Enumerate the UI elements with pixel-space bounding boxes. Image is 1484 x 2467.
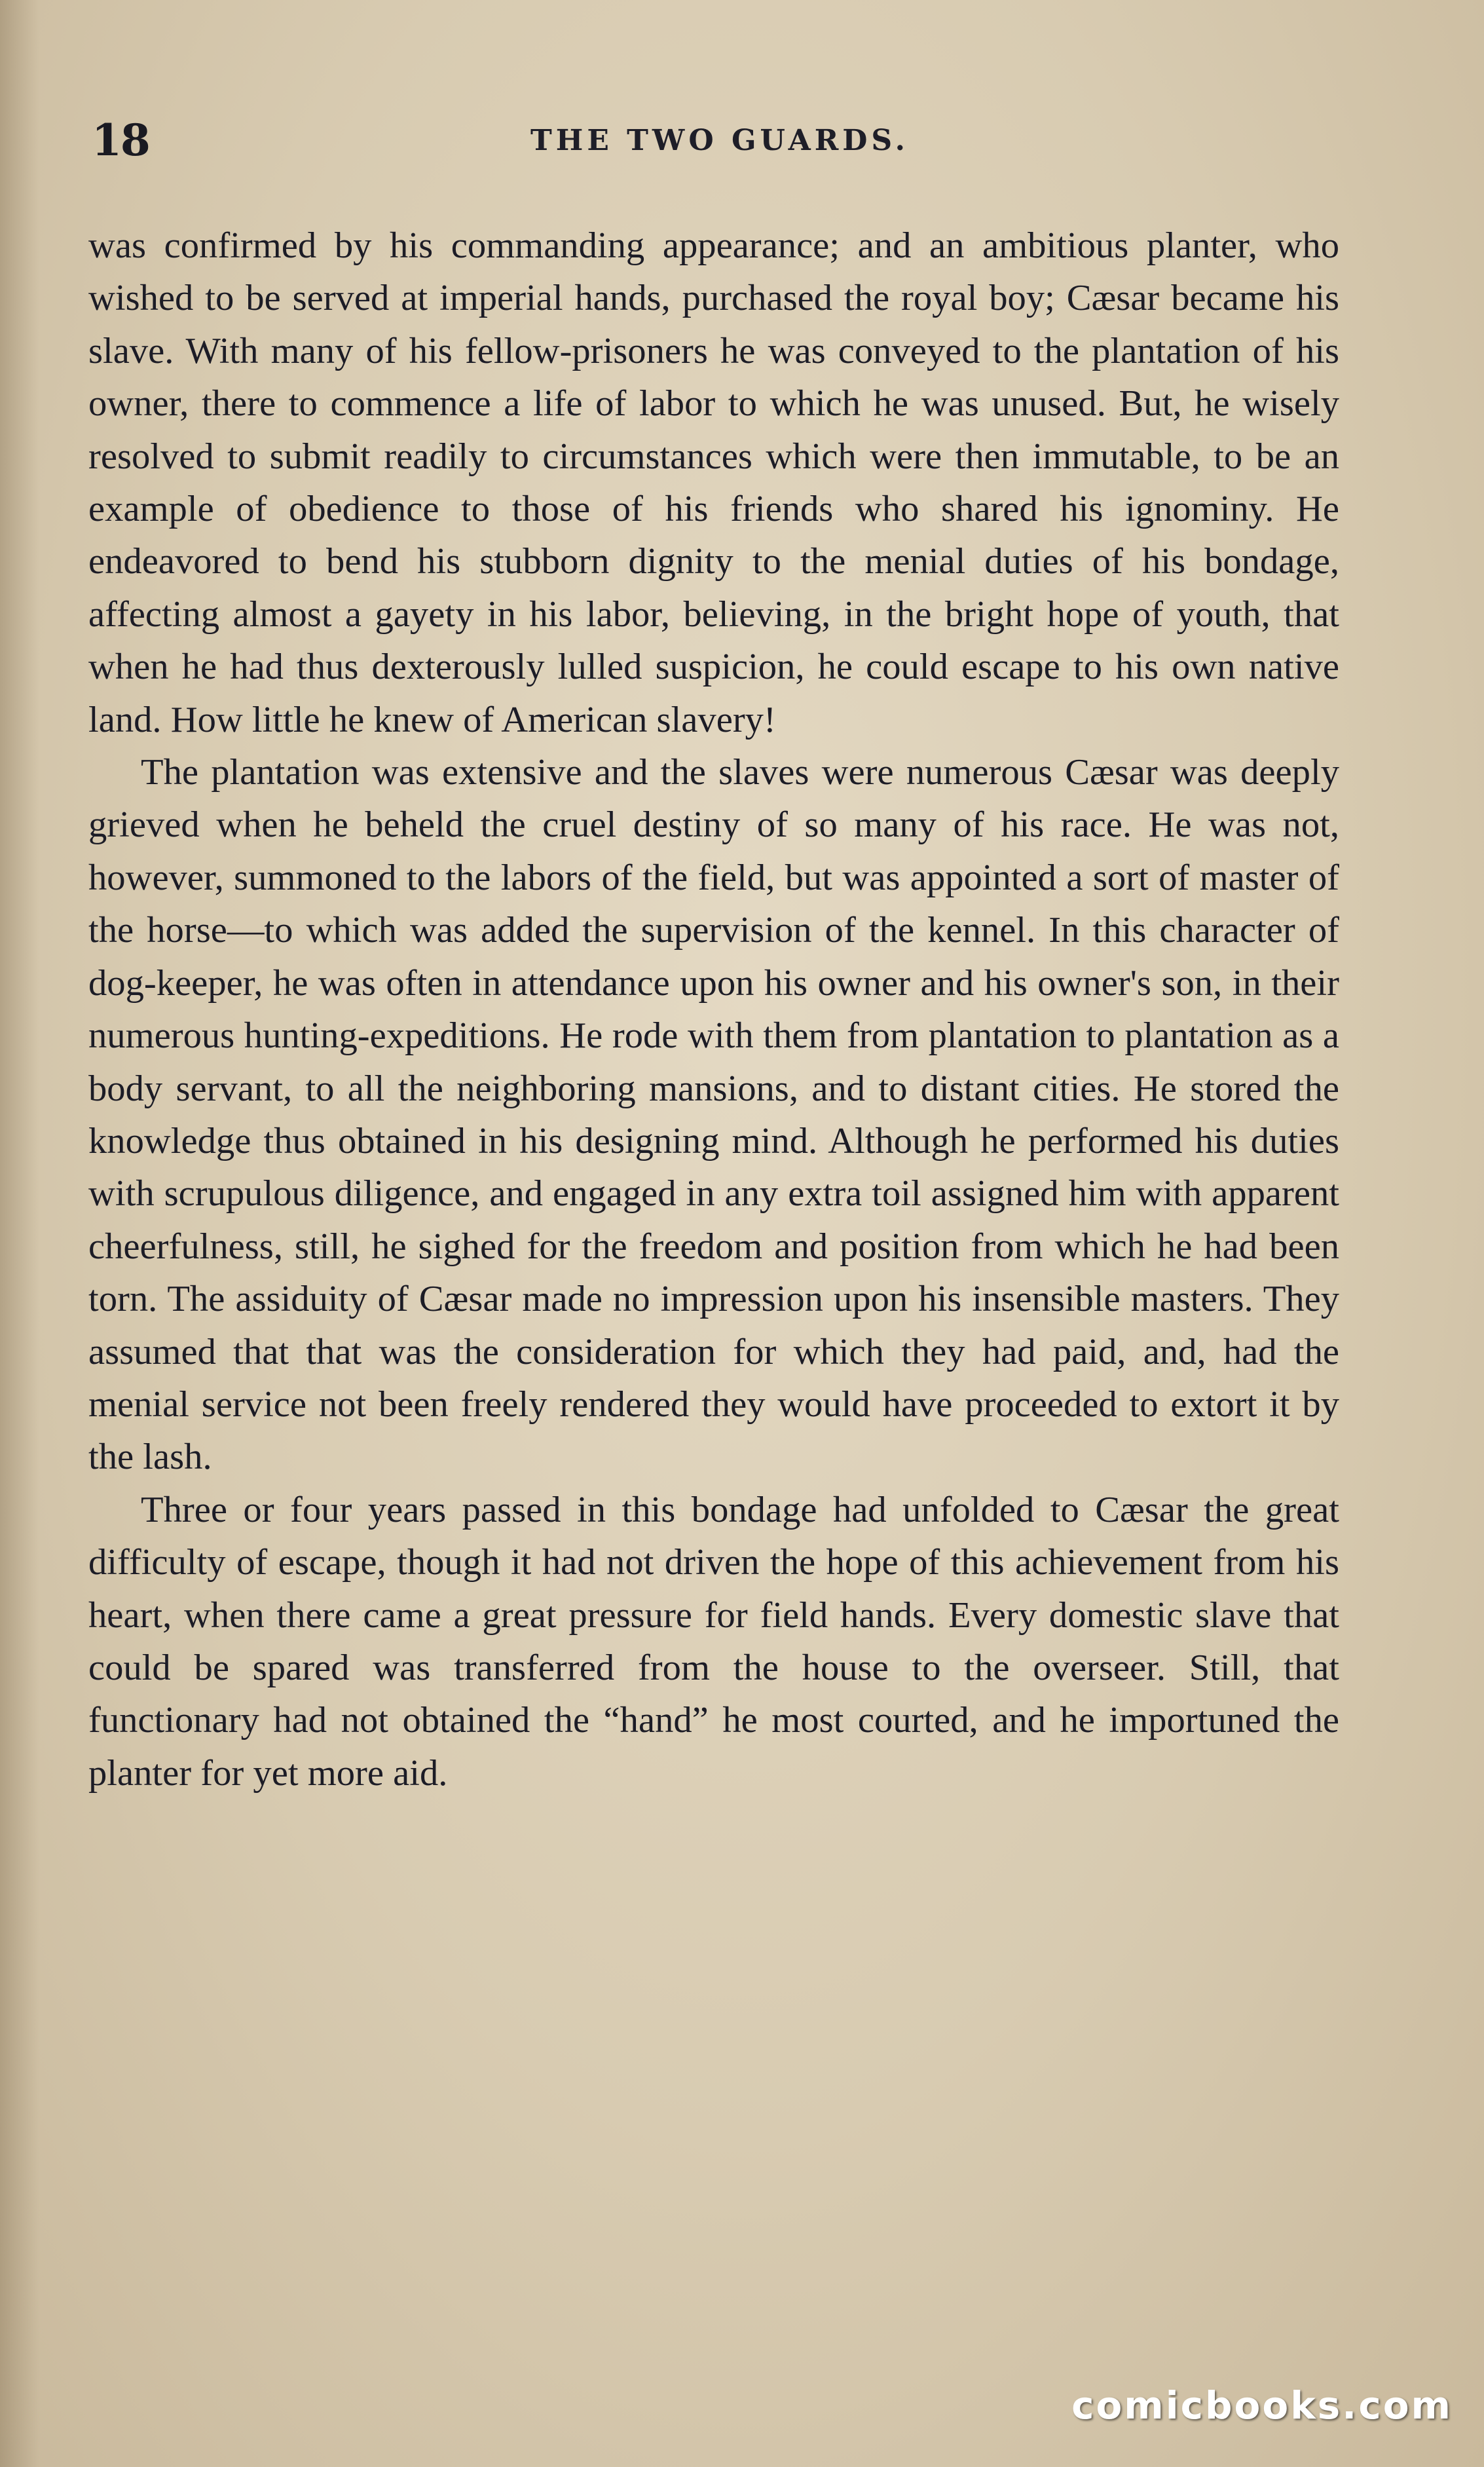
page-header (92, 115, 1375, 174)
paragraph-3: Three or four years passed in this bondage had unfolded to Cæsar the great difficulty of escape, though it had not driven the hope of this achievement from his heart, when there came a great pressure for field hands. Every domestic slave that could be spared was transferred from the house to the overseer. Still, that functionary had not obtained the “hand” he most courted, and he importuned the planter for yet more aid. (88, 1489, 1339, 1794)
paragraph-2: The plantation was extensive and the slaves were numerous Cæsar was deeply grieved when he beheld the cruel destiny of so many of his race. He was not, however, summoned to the labors of the field, but was appointed a sort of master of the horse—to which was added the supervision of the kennel. In this character of dog-keeper, he was often in attendance upon his owner and his owner's son, in their numerous hunting-expeditions. He rode with them from plantation to plantation as a body servant, to all the neighboring mansions, and to distant cities. He stored the knowledge thus obtained in his designing mind. Although he performed his duties with scrupulous diligence, and engaged in any extra toil assigned him with apparent cheerfulness, still, he sighed for the freedom and position from which he had been torn. The assiduity of Cæsar made no impression upon his insensible masters. They assumed that that was the consideration for which they had paid, and, had the menial service not been freely rendered they would have proceeded to extort it by the lash. (88, 752, 1339, 1478)
page-number: 18 (92, 115, 149, 166)
page-edge-shadow (0, 0, 39, 2467)
running-head: THE TWO GUARDS. (530, 124, 909, 157)
paragraph-1: was confirmed by his commanding appearance; and an ambitious planter, who wished to be served at imperial hands, purchased the royal boy; Cæsar became his slave. With many of his fellow-prisoners he was conveyed to the plantation of his owner, there to commence a life of labor to which he was unused. But, he wisely resolved to submit readily to circumstances which were then immutable, to be an example of obedience to those of his friends who shared his ignominy. He endeavored to bend his stubborn dignity to the menial duties of his bondage, affecting almost a gayety in his labor, believing, in the bright hope of youth, that when he had thus dexterously lulled suspicion, he could escape to his own native land. How little he knew of American slavery! (88, 225, 1339, 740)
site-watermark: comicbooks.com (1071, 2383, 1453, 2428)
body-text (88, 219, 1339, 1799)
